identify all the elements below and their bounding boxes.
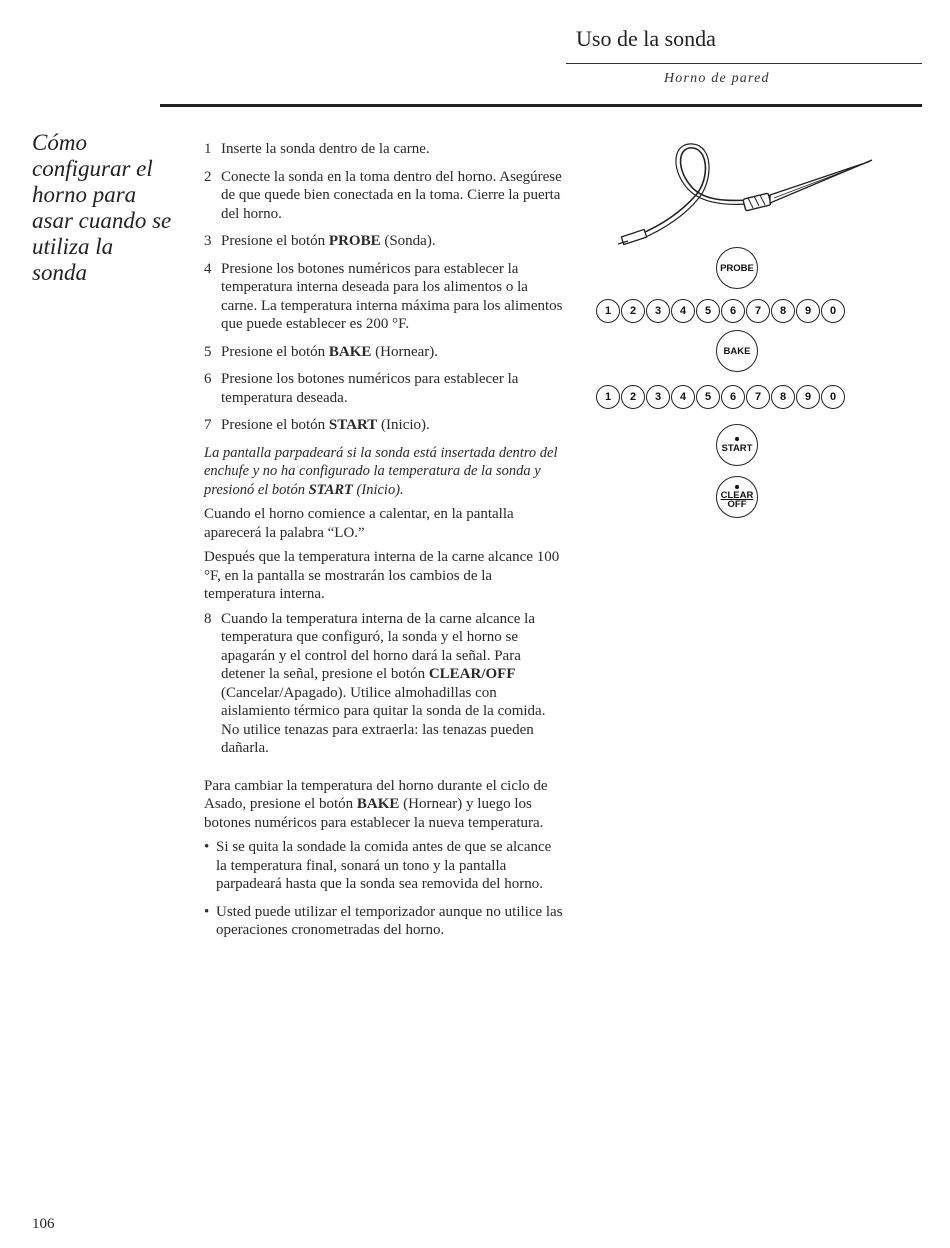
step8-bold: CLEAR/OFF xyxy=(428,666,516,682)
paragraph-b-text1: Para cambiar la temperatura del horno durante el ciclo de Asado, presione el botón xyxy=(204,777,548,812)
step-text xyxy=(221,140,564,159)
step-item xyxy=(204,168,564,224)
paragraph-change-temperature xyxy=(204,777,564,833)
step-text xyxy=(221,260,564,334)
header-divider xyxy=(566,63,922,64)
step-button-name: START xyxy=(328,417,378,433)
indicator-dot-icon xyxy=(735,437,739,441)
step-number: 5 xyxy=(204,343,212,360)
step-text-post: (Sonda). xyxy=(380,233,436,249)
step-number: 7 xyxy=(204,417,212,433)
number-key: 6 xyxy=(721,385,745,409)
indicator-dot-icon xyxy=(735,485,739,489)
number-key: 7 xyxy=(746,299,770,323)
number-key: 3 xyxy=(646,385,670,409)
number-key: 5 xyxy=(696,299,720,323)
step-number: 3 xyxy=(204,233,212,249)
step-item xyxy=(204,260,564,334)
number-key: 2 xyxy=(621,299,645,323)
page-subtitle: Horno de pared xyxy=(664,71,770,86)
number-key: 1 xyxy=(596,299,620,323)
bullet-item: • Usted puede utilizar el temporizador aunque no utilice las operaciones cronometradas del horno. xyxy=(204,903,563,938)
number-key: 4 xyxy=(671,299,695,323)
paragraph-lo: Cuando el horno comience a calentar, en la pantalla aparecerá la palabra “LO.” xyxy=(204,506,514,541)
step-text xyxy=(221,168,564,224)
step-item xyxy=(204,140,564,159)
step8-text2: (Cancelar/Apagado). Utilice almohadillas con aislamiento térmico para quitar la sonda de la comida. No utilice tenazas para extraerla: las tenazas pueden dañarla. xyxy=(221,684,546,756)
step-text xyxy=(221,610,564,758)
number-key: 4 xyxy=(671,385,695,409)
step-text xyxy=(221,343,564,362)
step-number: 1 xyxy=(204,141,212,157)
step-number: 8 xyxy=(204,610,212,627)
number-key: 6 xyxy=(721,299,745,323)
number-pad-row xyxy=(596,299,845,323)
bullet-item: • Si se quita la sondade la comida antes de que se alcance la temperatura final, sonará un tono y la pantalla parpadeará hasta que la sonda sea removida del horno. xyxy=(204,838,564,894)
number-key: 0 xyxy=(821,385,845,409)
number-key: 0 xyxy=(821,299,845,323)
number-key: 3 xyxy=(646,299,670,323)
step-number: 6 xyxy=(204,371,212,387)
number-key: 5 xyxy=(696,385,720,409)
paragraph-b-bold: BAKE xyxy=(356,796,400,812)
note-text: La pantalla parpadeará si la sonda está insertada dentro del enchufe y no ha configurado la temperatura de la sonda y presionó el botón xyxy=(204,444,558,498)
display-note xyxy=(204,444,564,500)
step-button-name: PROBE xyxy=(328,233,381,249)
paragraph-temperature: Después que la temperatura interna de la carne alcance 100 °F, en la pantalla se mostrarán los cambios de la temperatura interna. xyxy=(204,549,560,602)
number-key: 2 xyxy=(621,385,645,409)
number-pad-row xyxy=(596,385,845,409)
start-key-label: START xyxy=(721,442,753,454)
number-key: 8 xyxy=(771,385,795,409)
probe-key-label: PROBE xyxy=(720,262,754,274)
step-item xyxy=(204,610,564,758)
steps-list xyxy=(204,140,564,435)
off-key-label: OFF xyxy=(727,499,747,510)
probe-key xyxy=(716,247,758,289)
note-tail: (Inicio). xyxy=(352,481,404,498)
step-text-pre: Presione los botones numéricos para establecer la temperatura deseada. xyxy=(221,371,519,406)
step-text-pre: Presione el botón xyxy=(221,233,329,249)
step-text-pre: Inserte la sonda dentro de la carne. xyxy=(221,141,430,157)
step-text xyxy=(221,416,564,435)
note-bold: START xyxy=(308,481,353,498)
header-rule xyxy=(160,104,922,107)
page-title: Uso de la sonda xyxy=(576,26,716,51)
step-text-pre: Presione los botones numéricos para establecer la temperatura interna deseada para los alimentos o la carne. La temperatura interna máxima para los alimentos que puede establecer es 200 °F. xyxy=(221,260,563,332)
number-key: 8 xyxy=(771,299,795,323)
bake-key xyxy=(716,330,758,372)
step-item xyxy=(204,370,564,407)
number-key: 1 xyxy=(596,385,620,409)
step-text xyxy=(221,370,564,407)
step-text-post: (Hornear). xyxy=(371,343,439,360)
step-number: 4 xyxy=(204,260,212,277)
bake-key-label: BAKE xyxy=(723,345,751,357)
instructions xyxy=(204,140,564,949)
section-heading: Cómo configurar el horno para asar cuando se utiliza la sonda xyxy=(32,130,172,285)
step-button-name: BAKE xyxy=(328,343,372,360)
step-text-pre: Presione el botón xyxy=(221,417,329,433)
bullet-text: Usted puede utilizar el temporizador aunque no utilice las operaciones cronometradas del horno. xyxy=(216,903,563,938)
step-text-pre: Presione el botón xyxy=(221,343,329,360)
step-text xyxy=(221,232,564,251)
step-item xyxy=(204,343,564,362)
step-text-post: (Inicio). xyxy=(377,417,430,433)
step-text-pre: Conecte la sonda en la toma dentro del horno. Asegúrese de que quede bien conectada en la toma. Cierre la puerta del horno. xyxy=(221,168,562,222)
meat-probe-illustration xyxy=(618,140,878,250)
number-key: 7 xyxy=(746,385,770,409)
number-key: 9 xyxy=(796,385,820,409)
start-key xyxy=(716,424,758,466)
step-item xyxy=(204,416,564,435)
bullet-text: Si se quita la sondade la comida antes de que se alcance la temperatura final, sonará un tono y la pantalla parpadeará hasta que la sonda sea removida del horno. xyxy=(216,839,552,892)
step8-text1: Cuando la temperatura interna de la carne alcance la temperatura que configuró, la sonda y el horno se apagarán y el control del horno dará la señal. Para detener la señal, presione el botón xyxy=(221,610,535,682)
number-key: 9 xyxy=(796,299,820,323)
paragraph-b-text2: (Hornear) y luego los botones numéricos para establecer la nueva temperatura. xyxy=(204,796,544,831)
clear-key-label: CLEAR xyxy=(720,490,754,501)
step-number: 2 xyxy=(204,168,212,185)
clear-off-key xyxy=(716,476,758,518)
page-number: 106 xyxy=(32,1216,55,1232)
step-item xyxy=(204,232,564,251)
